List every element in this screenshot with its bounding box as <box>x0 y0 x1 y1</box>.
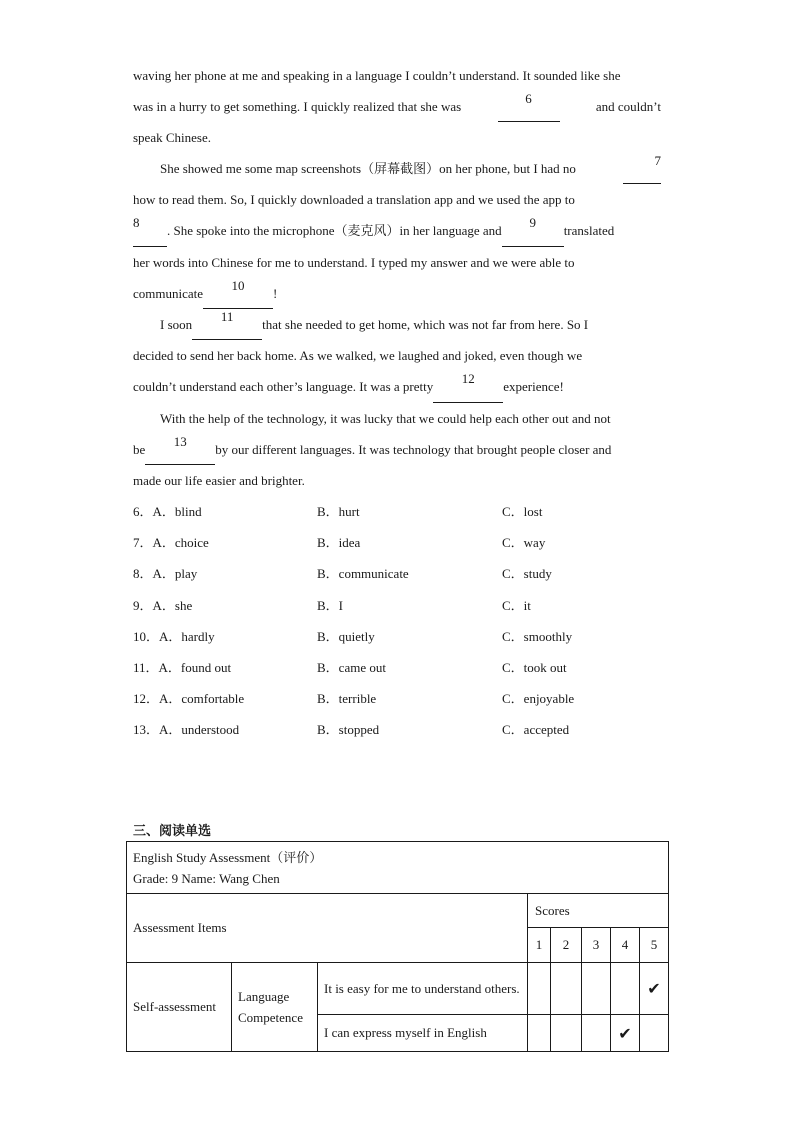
blank-6: 6 <box>498 91 560 122</box>
text-line <box>133 215 661 246</box>
option-c[interactable]: C．study <box>502 566 552 582</box>
score-cell[interactable] <box>582 1015 611 1052</box>
option-b[interactable]: B．idea <box>317 535 361 551</box>
score-cell[interactable] <box>582 963 611 1015</box>
passage-paragraph-4 <box>133 403 661 497</box>
score-cell-checked[interactable]: ✔ <box>611 1015 640 1052</box>
text: that she needed to get home, which was not far from here. So I <box>262 317 589 332</box>
subcategory-cell: Language Competence <box>232 963 318 1052</box>
text-line <box>133 91 661 122</box>
table-row <box>127 842 669 894</box>
blank-12: 12 <box>433 371 503 402</box>
option-a[interactable]: 9．A．she <box>133 597 193 613</box>
text-line <box>133 122 661 153</box>
score-col-5: 5 <box>640 928 669 963</box>
blank-13: 13 <box>145 434 215 465</box>
text: couldn’t understand each other’s language. It was a pretty <box>133 379 434 395</box>
text: be <box>133 442 146 458</box>
score-cell[interactable] <box>551 963 582 1015</box>
option-c[interactable]: C．way <box>502 535 546 551</box>
score-cell[interactable] <box>528 963 551 1015</box>
text: was in a hurry to get something. I quickly realized that she was <box>133 99 462 115</box>
score-col-3: 3 <box>582 928 611 963</box>
option-c[interactable]: C．accepted <box>502 722 570 738</box>
option-b[interactable]: B．I <box>317 597 344 613</box>
option-b[interactable]: B．stopped <box>317 722 380 738</box>
passage-paragraph-1 <box>133 60 661 154</box>
option-b[interactable]: B．terrible <box>317 691 377 707</box>
text-line <box>133 371 661 402</box>
assessment-title: English Study Assessment（评价） <box>133 849 323 865</box>
blank-8: 8 <box>133 215 167 246</box>
section-title: 三、阅读单选 <box>133 824 212 839</box>
option-b[interactable]: B．quietly <box>317 628 375 644</box>
text: decided to send her back home. As we walked, we laughed and joked, even though we <box>133 348 583 364</box>
table-row <box>127 894 669 928</box>
text-line <box>133 465 661 496</box>
category-cell: Self-assessment <box>127 963 232 1052</box>
assessment-items-header: Assessment Items <box>127 894 528 963</box>
text: experience! <box>503 379 564 395</box>
table-title-cell <box>127 842 669 894</box>
assessment-item: I can express myself in English <box>318 1015 528 1052</box>
score-cell[interactable] <box>640 1015 669 1052</box>
text: by our different languages. It was technology that brought people closer and <box>215 442 612 458</box>
text-line <box>133 184 661 215</box>
text-line <box>133 434 661 465</box>
text: waving her phone at me and speaking in a language I couldn’t understand. It sounded like she <box>133 68 621 83</box>
option-c[interactable]: C．enjoyable <box>502 691 575 707</box>
score-cell[interactable] <box>551 1015 582 1052</box>
text-line <box>133 153 661 184</box>
option-b[interactable]: B．hurt <box>317 504 360 519</box>
score-col-2: 2 <box>551 928 582 963</box>
grade-line: Grade: 9 Name: Wang Chen <box>133 870 280 886</box>
score-col-4: 4 <box>611 928 640 963</box>
text: I soon <box>160 317 193 332</box>
text: speak Chinese. <box>133 130 211 146</box>
text-line <box>133 309 661 340</box>
option-b[interactable]: B．came out <box>317 659 386 675</box>
text-line <box>133 278 661 309</box>
text-line <box>133 340 661 371</box>
score-cell-checked[interactable]: ✔ <box>640 963 669 1015</box>
passage-paragraph-2 <box>133 153 661 309</box>
text: She showed me some map screenshots（屏幕截图）on her phone, but I had no <box>160 161 576 176</box>
option-a[interactable]: 6．A．blind <box>133 504 202 519</box>
text: her words into Chinese for me to understand. I typed my answer and we were able to <box>133 254 575 270</box>
scores-header: Scores <box>528 894 669 928</box>
option-a[interactable]: 13．A．understood <box>133 722 240 738</box>
score-cell[interactable] <box>611 963 640 1015</box>
score-col-1: 1 <box>528 928 551 963</box>
text: ! <box>273 285 278 301</box>
option-a[interactable]: 8．A．play <box>133 566 198 582</box>
text-line <box>133 403 661 434</box>
text: communicate <box>133 285 204 301</box>
option-c[interactable]: C．smoothly <box>502 628 573 644</box>
blank-10: 10 <box>203 278 273 309</box>
text: With the help of the technology, it was lucky that we could help each other out and not <box>160 411 611 426</box>
text: . She spoke into the microphone（麦克风）in her language and <box>167 223 502 239</box>
passage-paragraph-3 <box>133 309 661 403</box>
assessment-item: It is easy for me to understand others. <box>318 963 528 1015</box>
option-c[interactable]: C．took out <box>502 659 567 675</box>
assessment-table <box>126 841 669 1052</box>
table-row <box>127 963 669 1015</box>
option-c[interactable]: C．it <box>502 597 531 613</box>
option-a[interactable]: 12．A．comfortable <box>133 691 245 707</box>
option-c[interactable]: C．lost <box>502 504 543 519</box>
blank-7: 7 <box>623 153 661 184</box>
text: and couldn’t <box>595 99 661 115</box>
text: how to read them. So, I quickly downloaded a translation app and we used the app to <box>133 192 575 208</box>
option-a[interactable]: 7．A．choice <box>133 535 209 551</box>
text: made our life easier and brighter. <box>133 473 305 489</box>
blank-9: 9 <box>502 215 564 246</box>
option-a[interactable]: 10．A．hardly <box>133 628 215 644</box>
text: translated <box>563 223 615 239</box>
option-a[interactable]: 11．A．found out <box>133 659 232 675</box>
option-b[interactable]: B．communicate <box>317 566 409 582</box>
blank-11: 11 <box>192 309 262 340</box>
text-line <box>133 60 661 91</box>
text-line <box>133 247 661 278</box>
score-cell[interactable] <box>528 1015 551 1052</box>
